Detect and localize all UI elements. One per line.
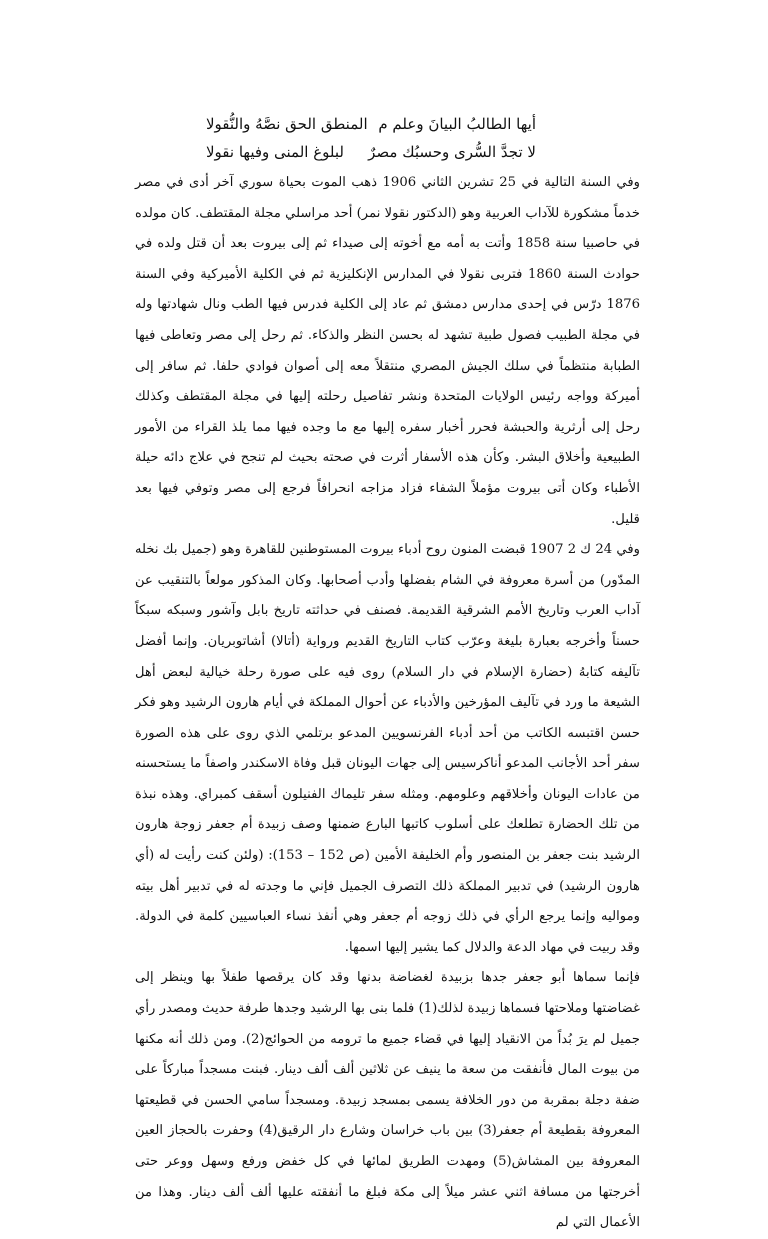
poem-verse-1-first-hemistich: أيها الطالبُ البيانَ وعلم م <box>378 115 536 133</box>
poem-verse-2-second-hemistich: لبلوغ المنى وفيها نقولا <box>206 143 344 161</box>
paragraph-nicola-nimr: وفي السنة التالية في 25 تشرين الثاني 1906 ذهب الموت بحياة سوري آخر أدى في مصر خدماً مشكورة للآداب العربية وهو (الدكتور نقولا نمر) أحد مراسلي مجلة المقتطف. كان مولده في حاصبيا سنة 1858 وأتت به أمه مع أخوته إلى صيداء ثم إلى بيروت بعد أن قتل ولده في حوادث السنة 1860 فتربى نقولا في المدارس الإنكليزية ثم في الكلية الأميركية وفي السنة 1876 درّس في إحدى مدارس دمشق ثم عاد إلى الكلية فدرس فيها الطب ونال شهادتها وله في مجلة الطبيب فصول طبية تشهد له بحسن النظر والذكاء. ثم رحل إلى مصر وتعاطى فيها الطبابة منتظماً في سلك الجيش المصري منتقلاً معه إلى أصوان فوادي حلفا. ثم سافر إلى أميركة وواجه رئيس الولايات المتحدة ونشر تفاصيل رحلته إليها في مجلة المقتطف وكذلك رحل إلى أرثرية والحبشة فحرر أخبار سفره إليها مع ما وجده فيها مما يلذ القراء من الأمور الطبيعية وأخلاق البشر. وكأن هذه الأسفار أثرت في صحته بحيث لم تنجح في علاج دائه حيلة الأطباء وكان أتى بيروت مؤملاً الشفاء فزاد مزاجه انحرافاً فرجع إلى مصر وتوفي فيها بعد قليل. <box>135 175 640 527</box>
poem-verse-2-first-hemistich: لا تجدَّ السُّرى وحسبُك مصرٌ <box>368 143 536 161</box>
poem-block <box>206 110 536 166</box>
poem-verse-2 <box>206 138 536 166</box>
paragraph-zubayda: فإنما سماها أبو جعفر جدها بزبيدة لغضاضة بدنها وقد كان يرقصها طفلاً بها وينظر إلى غضاضتها وملاحتها فسماها زبيدة لذلك(1) فلما بنى بها الرشيد وجدها طرفة حديث ومصدر رأي جميل لم يرَ بُداً من الانقياد إليها في قضاء جميع ما ترومه من الحوائج(2). ومن ذلك أنه مكنها من بيوت المال فأنفقت من سعة ما ينيف عن ثلاثين ألف ألف دينار. فبنت مسجداً مباركاً على ضفة دجلة بمقربة من دور الخلافة يسمى بمسجد زبيدة. ومسجداً سامي الحسن في قطيعتها المعروفة بقطيعة أم جعفر(3) بين باب خراسان وشارع دار الرقيق(4) وحفرت بالحجاز العين المعروفة بين المشاش(5) ومهدت الطريق لمائها في كل خفض ورفع وسهل ووعر حتى أخرجتها من مسافة اثني عشر ميلاً إلى مكة فبلغ ما أنفقته عليها ألف ألف دينار. وهذا من الأعمال التي لم <box>135 970 640 1231</box>
body-text <box>135 168 640 1239</box>
paragraph-jamil-mudawwar: وفي 24 ك 2 1907 قبضت المنون روح أدباء بيروت المستوطنين للقاهرة وهو (جميل بك نخله المدّور) من أسرة معروفة في الشام بفضلها وأدب أصحابها. وكان المذكور مولعاً بالتنقيب عن آداب العرب وتاريخ الأمم الشرقية القديمة. فصنف في حداثته تاريخ بابل وآشور وسبكه سبكاً حسناً وأخرجه بعبارة بليغة وعرّب كتاب التاريخ القديم ورواية (أتالا) أشاتوبريان. وإنما أفضل تآليفه كتابهُ (حضارة الإسلام في دار السلام) روى فيه على صورة رحلة خيالية لبعض أهل الشيعة ما ورد في تآليف المؤرخين والأدباء عن أحوال المملكة في أيام هارون الرشيد وهو فكر حسن اقتبسه الكاتب من أحد أدباء الفرنسويين المدعو برتلمي الذي روى على هذه الصورة سفر أحد الأجانب المدعو أناكرسيس إلى جهات اليونان قبل وفاة الاسكندر واصفاً ما يستحسنه من عادات اليونان وأخلاقهم وعلومهم. ومثله سفر تليماك الفنيلون أسقف كمبراي. وهذه نبذة من تلك الحضارة تطلعك على أسلوب كاتبها البارع ضمنها وصف زبيدة أم جعفر زوجة هارون الرشيد بنت جعفر بن المنصور وأم الخليفة الأمين (ص 152 – 153): (ولئن كنت رأيت له (أي هارون الرشيد) في تدبير المملكة ذلك التصرف الجميل فإني ما وجدته له في تدبير أهل بيته ومواليه وإنما يرجع الرأي في ذلك زوجه أم جعفر وهي أنفذ نساء العباسيين كلمة في الدولة. وقد ربيت في مهاد الدعة والدلال كما يشير إليها اسمها. <box>134 542 640 955</box>
poem-verse-1-second-hemistich: المنطق الحق نصَّهُ والنُّقولا <box>206 115 368 133</box>
poem-verse-1 <box>206 110 536 138</box>
